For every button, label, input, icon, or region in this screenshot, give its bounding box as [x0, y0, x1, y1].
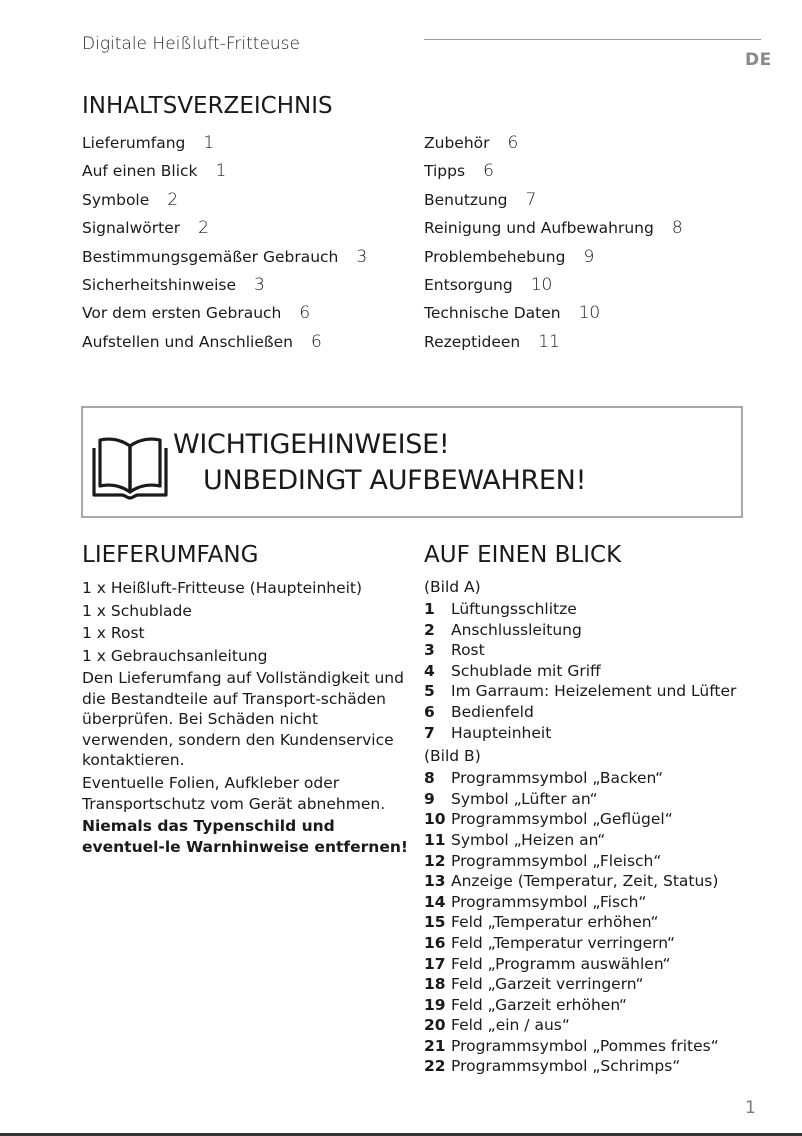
- lieferumfang-text: [82, 668, 412, 857]
- list-item: 5 Im Garraum: Heizelement und Lüfter: [424, 682, 737, 701]
- toc-item-sicherheitshinweise[interactable]: Sicherheitshinweise 3: [82, 274, 265, 295]
- toc-item-rezeptideen[interactable]: Rezeptideen 11: [424, 331, 560, 352]
- list-item: 1 x Rost: [82, 624, 145, 643]
- list-item: 1 Lüftungsschlitze: [424, 600, 577, 618]
- list-item: 1 x Gebrauchsanleitung: [82, 646, 268, 665]
- list-item: 1 x Schublade: [82, 601, 192, 620]
- toc-item-tipps[interactable]: Tipps 6: [424, 161, 494, 182]
- list-item: 19 Feld „Garzeit erhöhen“: [424, 995, 628, 1014]
- toc-item-vor-dem-ersten-gebrauch[interactable]: Vor dem ersten Gebrauch 6: [82, 303, 311, 324]
- list-item: 12 Programmsymbol „Fleisch“: [424, 851, 662, 870]
- open-book-icon: [92, 432, 168, 500]
- toc-item-reinigung[interactable]: Reinigung und Aufbewahrung 8: [424, 218, 683, 239]
- list-item: 13 Anzeige (Temperatur, Zeit, Status): [424, 872, 719, 891]
- list-item: 9 Symbol „Lüfter an“: [424, 789, 598, 808]
- list-item: 16 Feld „Temperatur verringern“: [424, 933, 676, 952]
- toc-item-signalwoerter[interactable]: Signalwörter 2: [82, 218, 209, 239]
- list-item: 15 Feld „Temperatur erhöhen“: [424, 913, 659, 932]
- list-item: 2 Anschlussleitung: [424, 620, 582, 639]
- list-item: 14 Programmsymbol „Fisch“: [424, 892, 647, 911]
- header-rule: [424, 39, 761, 40]
- list-item: 20 Feld „ein / aus“: [424, 1016, 570, 1035]
- toc-item-benutzung[interactable]: Benutzung 7: [424, 189, 537, 210]
- bild-b-label: (Bild B): [424, 747, 481, 766]
- lieferumfang-heading: LIEFERUMFANG: [82, 542, 259, 568]
- auf-einen-blick-heading: AUF EINEN BLICK: [424, 542, 622, 568]
- toc-item-aufstellen[interactable]: Aufstellen und Anschließen 6: [82, 331, 322, 352]
- toc-item-bestimmungsgemaesser-gebrauch[interactable]: Bestimmungsgemäßer Gebrauch 3: [82, 246, 368, 267]
- toc-item-technische-daten[interactable]: Technische Daten 10: [424, 303, 601, 324]
- toc-left-column: [82, 133, 412, 360]
- lieferumfang-list: [82, 577, 412, 667]
- list-item: 3 Rost: [424, 641, 485, 660]
- list-item: 17 Feld „Programm auswählen“: [424, 954, 671, 973]
- list-item: 11 Symbol „Heizen an“: [424, 830, 606, 849]
- notice-line-2: UNBEDINGT AUFBEWAHREN!: [203, 465, 587, 496]
- toc-item-entsorgung[interactable]: Entsorgung 10: [424, 274, 553, 295]
- list-item: 4 Schublade mit Griff: [424, 661, 601, 680]
- check-paragraph: Den Lieferumfang auf Vollständigkeit und die Bestandteile auf Transport-schäden überprüfen. Bei Schäden nicht verwenden, sondern den Kundenservice kontaktieren.: [82, 669, 404, 770]
- page-number: 1: [745, 1098, 756, 1118]
- toc-item-auf-einen-blick[interactable]: Auf einen Blick 1: [82, 161, 227, 182]
- toc-item-zubehoer[interactable]: Zubehör 6: [424, 133, 519, 153]
- list-item: 6 Bedienfeld: [424, 702, 534, 721]
- list-item: 10 Programmsymbol „Geflügel“: [424, 810, 673, 829]
- remove-film-paragraph: Eventuelle Folien, Aufkleber oder Transportschutz vom Gerät abnehmen.: [82, 773, 386, 813]
- toc-heading: INHALTSVERZEICHNIS: [82, 93, 333, 119]
- toc-item-lieferumfang[interactable]: Lieferumfang 1: [82, 133, 215, 153]
- toc-right-column: [424, 133, 764, 360]
- document-title: Digitale Heißluft-Fritteuse: [82, 34, 300, 54]
- list-item: 1 x Heißluft-Fritteuse (Haupteinheit): [82, 579, 363, 597]
- important-notice-box: [81, 406, 743, 518]
- list-item: 8 Programmsymbol „Backen“: [424, 769, 664, 788]
- list-item: 21 Programmsymbol „Pommes frites“: [424, 1036, 719, 1055]
- toc-item-problembehebung[interactable]: Problembehebung 9: [424, 246, 595, 267]
- list-item: 22 Programmsymbol „Schrimps“: [424, 1057, 681, 1076]
- list-item: 7 Haupteinheit: [424, 723, 552, 742]
- notice-line-1: WICHTIGEHINWEISE!: [173, 429, 450, 460]
- toc-item-symbole[interactable]: Symbole 2: [82, 189, 179, 210]
- parts-list: [424, 577, 764, 1077]
- list-item: 18 Feld „Garzeit verringern“: [424, 975, 644, 994]
- bild-a-label: (Bild A): [424, 578, 481, 596]
- warning-paragraph: Niemals das Typenschild und eventuel-le Warnhinweise entfernen!: [82, 817, 408, 856]
- language-badge: DE: [745, 50, 772, 70]
